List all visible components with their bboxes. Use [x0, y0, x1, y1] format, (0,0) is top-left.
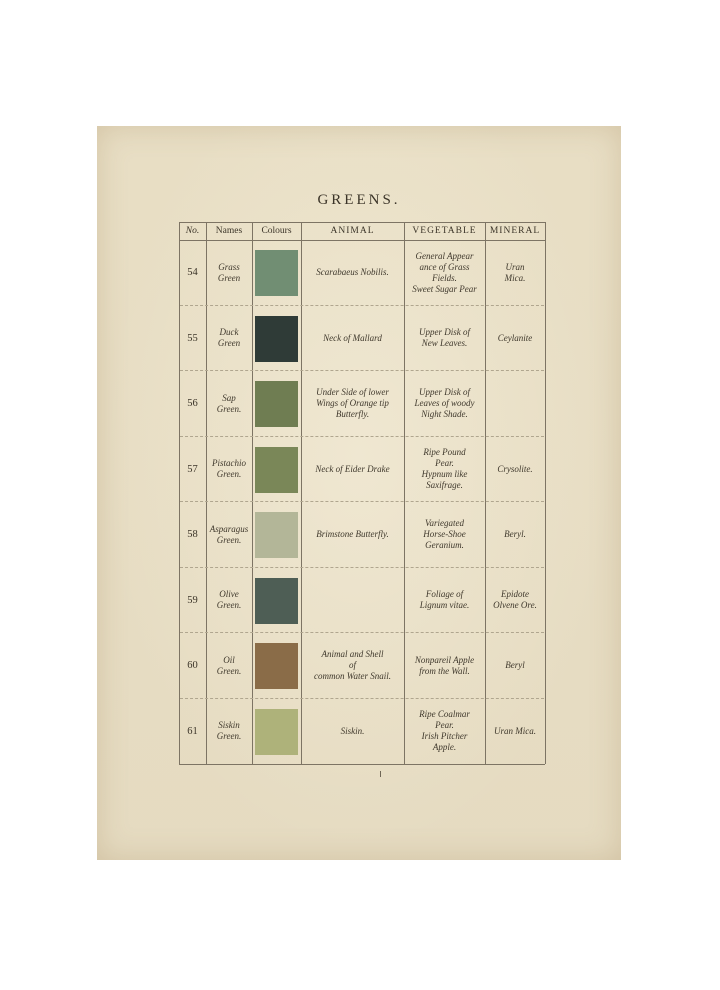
header-vegetable: VEGETABLE: [412, 226, 477, 236]
table-bottom-rule: [179, 764, 545, 765]
row-vegetable: Variegated Horse-Shoe Geranium.: [423, 518, 466, 551]
colour-swatch: [255, 709, 298, 755]
row-vegetable: General Appear ance of Grass Fields. Sweet Sugar Pear: [412, 250, 477, 294]
table-top-rule: [179, 222, 545, 223]
row-name: Asparagus Green.: [209, 523, 249, 545]
row-animal: Neck of Mallard: [323, 332, 382, 343]
row-no: 55: [187, 332, 198, 344]
row-animal: Animal and Shell of common Water Snail.: [314, 649, 391, 682]
bottom-tick: [380, 771, 381, 777]
colour-swatch: [255, 578, 298, 624]
row-vegetable: Ripe Coalmar Pear. Irish Pitcher Apple.: [419, 709, 470, 753]
row-vegetable: Foliage of Lignum vitae.: [419, 589, 470, 611]
colour-swatch: [255, 381, 298, 427]
row-mineral: Crysolite.: [497, 463, 533, 474]
header-mineral: MINERAL: [489, 226, 541, 236]
row-mineral: Uran Mica.: [504, 261, 526, 283]
header-animal: ANIMAL: [330, 226, 375, 236]
row-animal: Siskin.: [340, 725, 365, 736]
column-rule: [545, 222, 546, 764]
row-mineral: Uran Mica.: [494, 725, 536, 736]
row-animal: Brimstone Butterfly.: [316, 529, 389, 540]
row-vegetable: Upper Disk of New Leaves.: [419, 327, 470, 349]
row-name: Oil Green.: [216, 654, 242, 676]
row-mineral: Beryl: [505, 660, 525, 671]
row-animal: Under Side of lower Wings of Orange tip Butterfly.: [316, 387, 389, 420]
row-vegetable: Upper Disk of Leaves of woody Night Shade.: [414, 387, 475, 420]
row-mineral: Beryl.: [504, 529, 526, 540]
row-mineral: Ceylanite: [497, 332, 533, 343]
row-name: Siskin Green.: [216, 720, 242, 742]
colour-swatch: [255, 512, 298, 558]
row-mineral: [485, 371, 545, 437]
row-no: 58: [187, 529, 198, 541]
header-no: No.: [185, 226, 200, 236]
row-name: Sap Green.: [216, 392, 242, 414]
colour-swatch: [255, 447, 298, 493]
row-name: Grass Green: [217, 261, 241, 283]
column-rule: [252, 222, 253, 764]
row-no: 56: [187, 398, 198, 410]
row-animal: Scarabaeus Nobilis.: [316, 267, 389, 278]
colour-swatch: [255, 643, 298, 689]
row-name: Duck Green: [217, 327, 241, 349]
row-name: Olive Green.: [216, 589, 242, 611]
header-colours: Colours: [261, 226, 292, 236]
row-mineral: Epidote Olvene Ore.: [493, 589, 537, 611]
row-no: 54: [187, 267, 198, 279]
plate-title: GREENS.: [317, 192, 401, 208]
row-no: 61: [187, 725, 198, 737]
colour-swatch: [255, 316, 298, 362]
row-no: 59: [187, 594, 198, 606]
row-no: 57: [187, 463, 198, 475]
row-vegetable: Ripe Pound Pear. Hypnum like Saxifrage.: [421, 447, 468, 491]
row-no: 60: [187, 660, 198, 672]
row-vegetable: Nonpareil Apple from the Wall.: [414, 654, 475, 676]
row-name: Pistachio Green.: [212, 458, 246, 480]
row-animal: [301, 568, 404, 634]
colour-swatch: [255, 250, 298, 296]
row-animal: Neck of Eider Drake: [315, 463, 390, 474]
plate-page: [97, 126, 621, 860]
header-names: Names: [215, 226, 243, 236]
